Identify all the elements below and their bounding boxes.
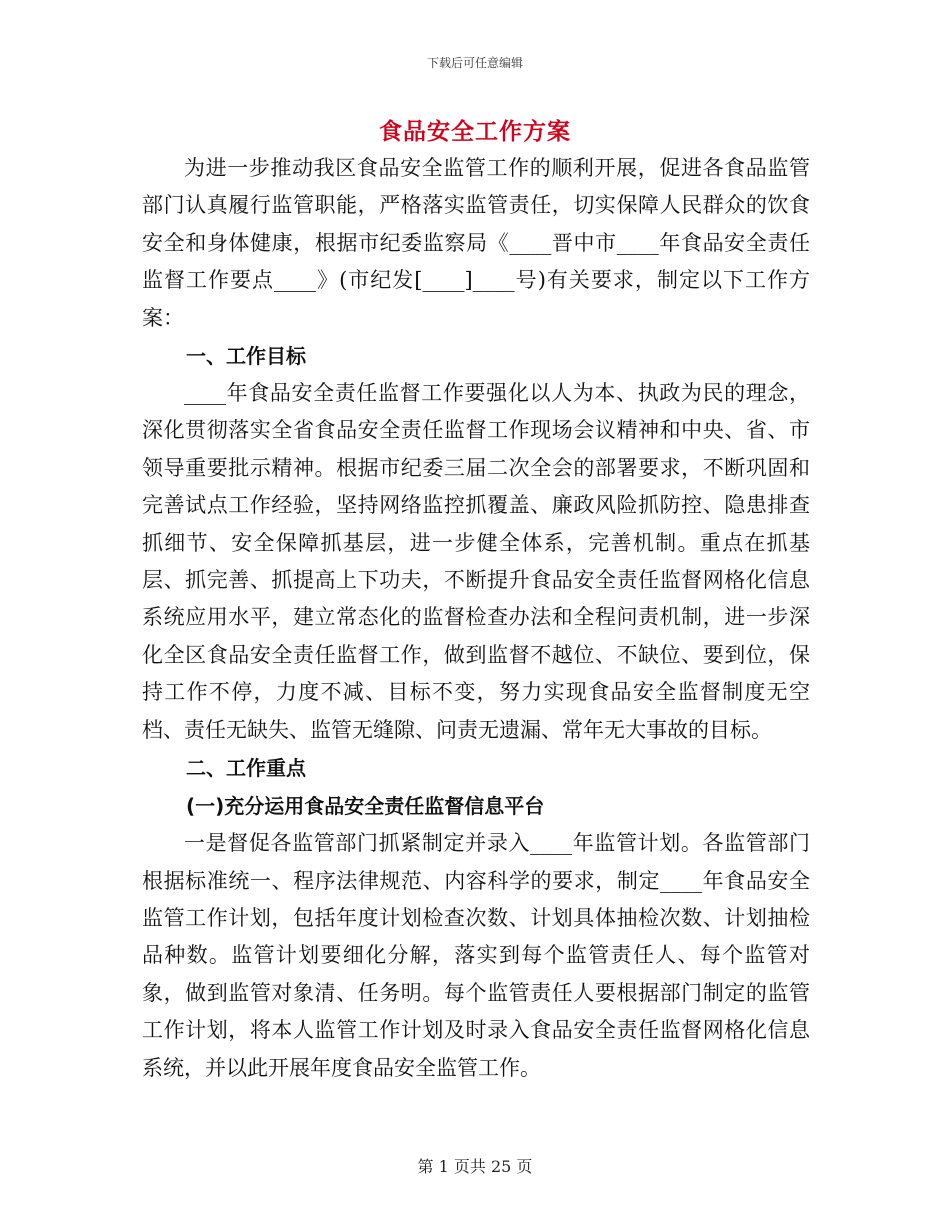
subsection-heading-platform: (一)充分运用食品安全责任监督信息平台 xyxy=(186,794,545,819)
document-title: 食品安全工作方案 xyxy=(379,119,571,145)
document-body xyxy=(142,150,810,1087)
page-header-note: 下载后可任意编辑 xyxy=(426,56,523,70)
goals-paragraph: ____年食品安全责任监督工作要强化以人为本、执政为民的理念，深化贯彻落实全省食品安全责任监督工作现场会议精神和中央、省、市领导重要批示精神。根据市纪委三届二次全会的部署要求，不断巩固和完善试点工作经验，坚持网络监控抓覆盖、廉政风险抓防控、隐患排查抓细节、安全保障抓基层，进一步健全体系，完善机制。重点在抓基层、抓完善、抓提高上下功夫，不断提升食品安全责任监督网格化信息系统应用水平，建立常态化的监督检查办法和全程问责机制，进一步深化全区食品安全责任监督工作，做到监督不越位、不缺位、要到位，保持工作不停，力度不减、目标不变，努力实现食品安全监督制度无空档、责任无缺失、监管无缝隙、问责无遗漏、常年无大事故的目标。 xyxy=(142,381,810,742)
section-heading-focus: 二、工作重点 xyxy=(186,756,306,781)
page-footer-page-number: 第 1 页共 25 页 xyxy=(417,1157,533,1176)
section-heading-goals: 一、工作目标 xyxy=(186,344,306,369)
platform-paragraph: 一是督促各监管部门抓紧制定并录入____年监管计划。各监管部门根据标准统一、程序法律规范、内容科学的要求，制定____年食品安全监管工作计划，包括年度计划检查次数、计划具体抽检次数、计划抽检品种数。监管计划要细化分解，落实到每个监管责任人、每个监管对象，做到监管对象清、任务明。每个监管责任人要根据部门制定的监管工作计划，将本人监管工作计划及时录入食品安全责任监督网格化信息系统，并以此开展年度食品安全监管工作。 xyxy=(142,831,810,1080)
intro-paragraph: 为进一步推动我区食品安全监管工作的顺利开展，促进各食品监管部门认真履行监管职能，严格落实监管责任，切实保障人民群众的饮食安全和身体健康，根据市纪委监察局《____晋中市____年食品安全责任监督工作要点____》(市纪发[____]____号)有关要求，制定以下工作方案： xyxy=(142,156,810,330)
